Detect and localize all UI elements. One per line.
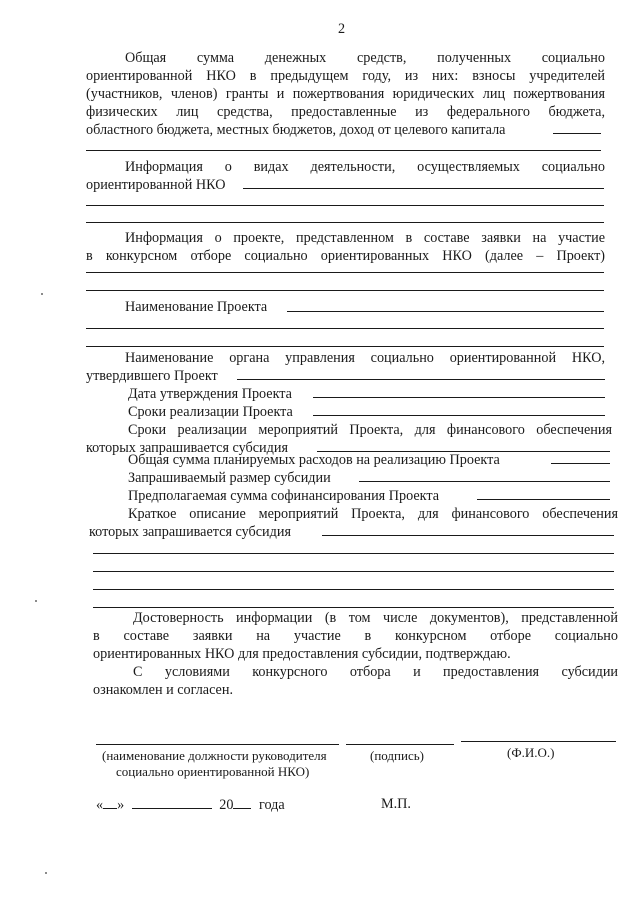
funds-line-4: физических лиц средства, предоставленные из федерального бюджета, xyxy=(86,104,605,120)
activities-field-2[interactable] xyxy=(86,205,604,206)
confirmation-line-1: Достоверность информации (в том числе документов), представленной xyxy=(133,610,618,626)
project-info-line-2: в конкурсном отборе социально ориентированных НКО (далее – Проект) xyxy=(86,248,605,264)
project-info-field-1[interactable] xyxy=(86,272,604,273)
description-field-2[interactable] xyxy=(93,553,614,554)
day-field[interactable] xyxy=(103,795,117,809)
position-signature-line[interactable] xyxy=(96,744,339,745)
activities-line-2: ориентированной НКО xyxy=(86,177,226,193)
subsidy-amount-label: Запрашиваемый размер субсидии xyxy=(128,470,331,486)
activities-field-1[interactable] xyxy=(243,188,604,189)
description-field-5[interactable] xyxy=(93,607,614,608)
date-close-quote: » xyxy=(117,797,125,813)
terms-field[interactable] xyxy=(313,415,605,416)
stamp-place: М.П. xyxy=(381,796,411,812)
approving-body-field[interactable] xyxy=(237,379,605,380)
subsidy-amount-field[interactable] xyxy=(359,481,610,482)
date-line xyxy=(96,795,285,814)
funds-target-capital-field[interactable] xyxy=(553,133,601,134)
activities-line-1: Информация о видах деятельности, осуществляемых социально xyxy=(125,159,605,175)
approval-date-field[interactable] xyxy=(313,397,605,398)
project-info-line-1: Информация о проекте, представленном в составе заявки на участие xyxy=(125,230,605,246)
event-terms-line-1: Сроки реализации мероприятий Проекта, для финансового обеспечения xyxy=(128,422,612,438)
funds-line-5: областного бюджета, местных бюджетов, доход от целевого капитала xyxy=(86,122,506,138)
project-name-label: Наименование Проекта xyxy=(125,299,268,315)
funds-line-2: ориентированной НКО в предыдущем году, из них: взносы учредителей xyxy=(86,68,605,84)
cofinancing-label: Предполагаемая сумма софинансирования Проекта xyxy=(128,488,440,504)
confirmation-line-3: ориентированных НКО для предоставления субсидии, подтверждаю. xyxy=(93,646,511,662)
confirmation-line-2: в составе заявки на участие в конкурсном отборе социально xyxy=(93,628,618,644)
approving-body-line-1: Наименование органа управления социально ориентированной НКО, xyxy=(125,350,605,366)
name-signature-line[interactable] xyxy=(461,741,616,742)
year-prefix: 20 xyxy=(219,797,234,813)
approving-body-line-2: утвердившего Проект xyxy=(86,368,218,384)
scan-speck xyxy=(35,600,37,602)
total-expenses-field[interactable] xyxy=(551,463,610,464)
description-line-2: которых запрашивается субсидия xyxy=(89,524,291,540)
sign-caption: (подпись) xyxy=(370,748,424,763)
activities-field-3[interactable] xyxy=(86,222,604,223)
sign-signature-line[interactable] xyxy=(346,744,454,745)
month-field[interactable] xyxy=(132,795,212,809)
approval-date-label: Дата утверждения Проекта xyxy=(128,386,292,402)
position-caption-2: социально ориентированной НКО) xyxy=(116,764,310,779)
year-suffix: года xyxy=(259,797,285,813)
description-line-1: Краткое описание мероприятий Проекта, для финансового обеспечения xyxy=(128,506,618,522)
year-field[interactable] xyxy=(233,795,251,809)
project-name-field-3[interactable] xyxy=(86,346,604,347)
scan-speck xyxy=(45,872,47,874)
cofinancing-field[interactable] xyxy=(477,499,610,500)
funds-line-field-1[interactable] xyxy=(86,150,601,151)
agreement-line-1: С условиями конкурсного отбора и предоставления субсидии xyxy=(133,664,618,680)
agreement-line-2: ознакомлен и согласен. xyxy=(93,682,233,698)
description-field-4[interactable] xyxy=(93,589,614,590)
event-terms-line-2: которых запрашивается субсидия xyxy=(86,440,288,456)
description-field-1[interactable] xyxy=(322,535,614,536)
terms-label: Сроки реализации Проекта xyxy=(128,404,293,420)
project-info-field-2[interactable] xyxy=(86,290,604,291)
funds-line-3: (участников, членов) гранты и пожертвования юридических лиц пожертвования xyxy=(86,86,605,102)
total-expenses-label: Общая сумма планируемых расходов на реализацию Проекта xyxy=(128,452,500,468)
project-name-field-1[interactable] xyxy=(287,311,604,312)
scan-speck xyxy=(41,293,43,295)
name-caption: (Ф.И.О.) xyxy=(507,745,555,760)
date-open-quote: « xyxy=(96,797,104,813)
funds-line-1: Общая сумма денежных средств, полученных социально xyxy=(125,50,605,66)
description-field-3[interactable] xyxy=(93,571,614,572)
position-caption-1: (наименование должности руководителя xyxy=(102,748,327,763)
project-name-field-2[interactable] xyxy=(86,328,604,329)
page-number: 2 xyxy=(338,21,346,37)
